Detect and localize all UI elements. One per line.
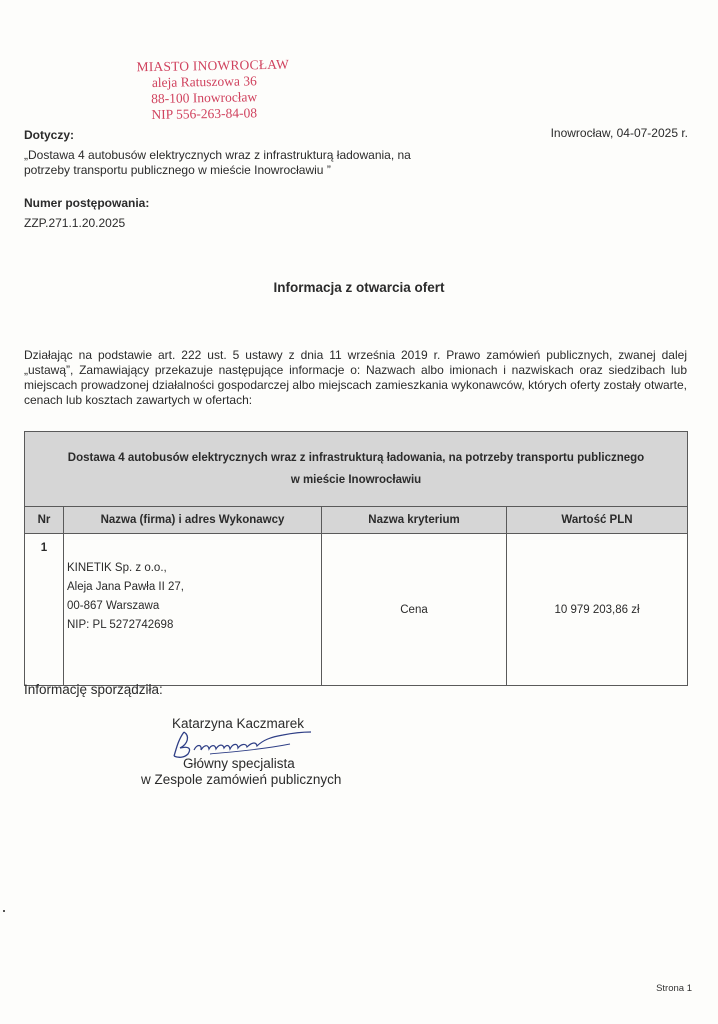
table-row [25, 534, 688, 686]
table-heading-line: Dostawa 4 autobusów elektrycznych wraz z infrastrukturą ładowania, na potrzeby transportu publicznego [67, 452, 645, 464]
stamp-line: NIP 556-263-84-08 [151, 105, 258, 123]
intro-paragraph: Działając na podstawie art. 222 ust. 5 ustawy z dnia 11 września 2019 r. Prawo zamówień publicznych, zwanej dalej „ustawą”, Zamawiający przekazuje następujące informacje o: Nazwach albo imionach i nazwiskach oraz siedzibach lub miejscach prowadzonej działalności gospodarczej albo miejscach zamieszkania wykonawców, których oferty zostały otwarte, cenach lub kosztach zawartych w ofertach: [24, 348, 687, 407]
column-header-criterion: Nazwa kryterium [322, 507, 507, 534]
case-number-label: Numer postępowania: [24, 196, 150, 210]
row-number: 1 [25, 534, 64, 686]
regarding-line: „Dostawa 4 autobusów elektrycznych wraz z infrastrukturą ładowania, na [24, 148, 411, 162]
contractor-line: Aleja Jana Pawła II 27, [67, 581, 184, 593]
place-date: Inowrocław, 04-07-2025 r. [550, 126, 688, 140]
value-cell: 10 979 203,86 zł [507, 534, 688, 686]
page-number: Strona 1 [656, 983, 692, 994]
prepared-by-label: Informację sporządziła: [24, 682, 163, 697]
scan-speck [3, 910, 5, 912]
regarding-line: potrzeby transportu publicznego w mieście Inowrocławiu ” [24, 163, 331, 177]
table-heading [25, 432, 688, 507]
table-heading-row [25, 432, 688, 507]
column-header-contractor: Nazwa (firma) i adres Wykonawcy [64, 507, 322, 534]
contractor-cell [64, 534, 322, 686]
page-title: Informacja z otwarcia ofert [273, 280, 445, 295]
contractor-line: 00-867 Warszawa [67, 600, 160, 612]
case-number: ZZP.271.1.20.2025 [24, 216, 126, 230]
signer-title: Główny specjalista [183, 756, 295, 771]
column-header-nr: Nr [25, 507, 64, 534]
address-stamp [136, 56, 290, 124]
column-header-value: Wartość PLN [507, 507, 688, 534]
table-heading-line: w mieście Inowrocławiu [290, 474, 422, 486]
contractor-line: NIP: PL 5272742698 [67, 619, 174, 631]
signer-name: Katarzyna Kaczmarek [172, 716, 305, 731]
regarding-text [24, 148, 584, 178]
criterion-cell: Cena [322, 534, 507, 686]
stamp-line: 88-100 Inowrocław [151, 89, 258, 107]
stamp-line: MIASTO INOWROCŁAW [136, 56, 290, 75]
column-header-row [25, 507, 688, 534]
stamp-line: aleja Ratuszowa 36 [151, 73, 257, 91]
contractor-line: KINETIK Sp. z o.o., [67, 562, 167, 574]
regarding-label: Dotyczy: [24, 128, 75, 142]
offers-table [24, 431, 688, 686]
signer-unit: w Zespole zamówień publicznych [141, 772, 342, 787]
